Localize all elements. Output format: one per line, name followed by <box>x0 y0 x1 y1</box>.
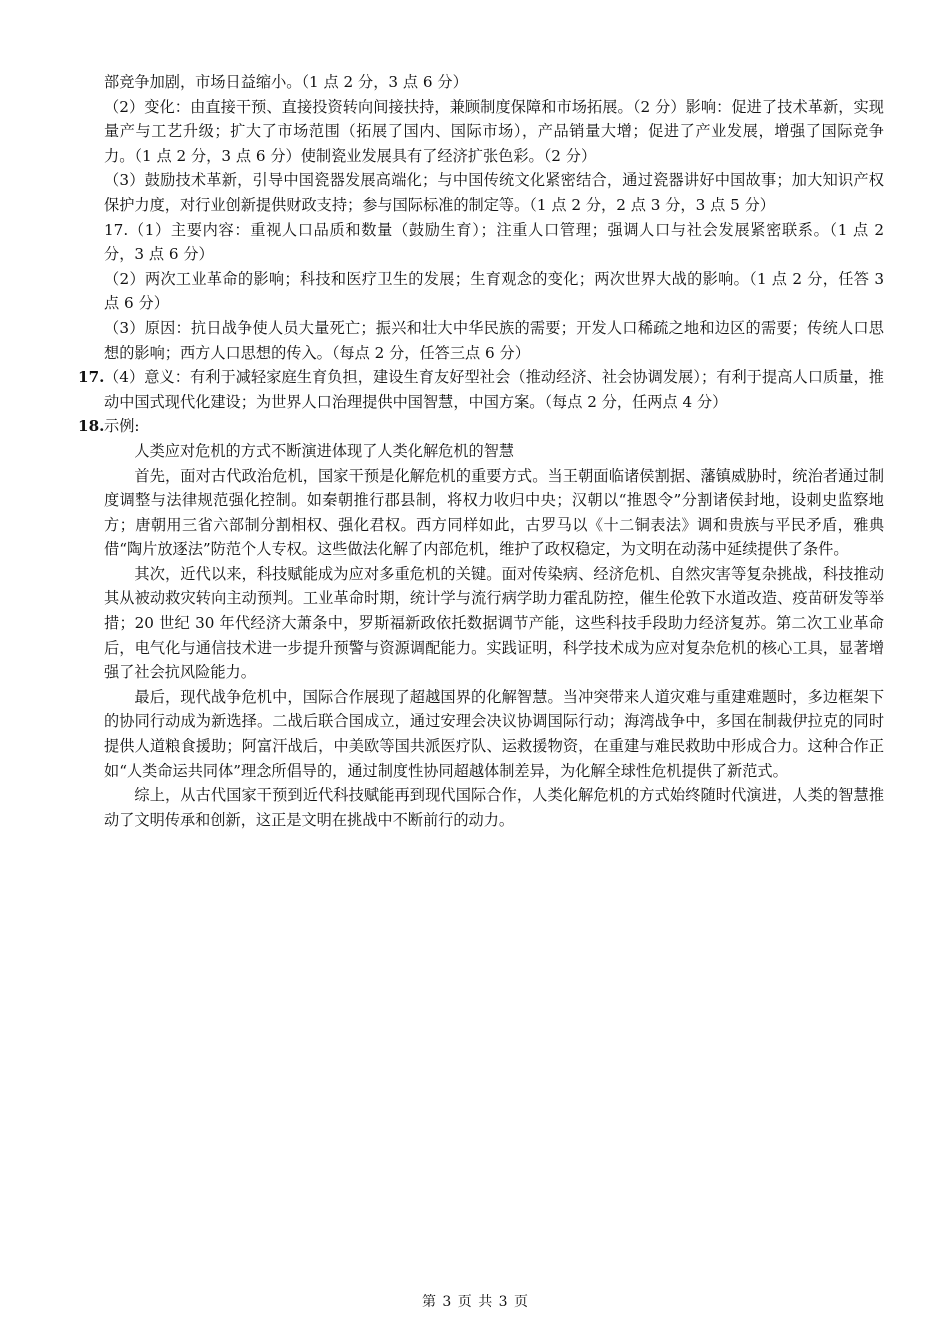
paragraph-17-4 <box>78 365 884 414</box>
paragraph-18-intro <box>78 414 884 439</box>
footer-word: 页 <box>514 1294 529 1310</box>
paragraph-16-1-tail: 部竞争加剧，市场日益缩小。（1 点 2 分，3 点 6 分） <box>104 73 468 91</box>
essay-title: 人类应对危机的方式不断演进体现了人类化解危机的智慧 <box>134 441 515 460</box>
essay-paragraph-1: 首先，面对古代政治危机，国家干预是化解危机的重要方式。当王朝面临诸侯割据、藩镇威胁时，统治者通过制度调整与法律规范强化控制。如秦朝推行郡县制，将权力收归中央；汉朝以“推恩令”分割诸侯封地，设刺史监察地方；唐朝用三省六部制分割相权、强化君权。西方同样如此，古罗马以《十二铜表法》调和贵族与平民矛盾，雅典借“陶片放逐法”防范个人专权。这些做法化解了内部危机，维护了政权稳定，为文明在动荡中延续提供了条件。 <box>104 466 884 559</box>
question-number: 17. <box>78 368 105 387</box>
footer-page-number: 3 <box>442 1294 452 1310</box>
essay-paragraph-2: 其次，近代以来，科技赋能成为应对多重危机的关键。面对传染病、经济危机、自然灾害等复杂挑战，科技推动其从被动救灾转向主动预判。工业革命时期，统计学与流行病学助力霍乱防控，催生伦敦下水道改造、疫苗研发等举措；20 世纪 30 年代经济大萧条中，罗斯福新政依托数据调节产能，这些科技手段助力经济复苏。第二次工业革命后，电气化与通信技术进一步提升预警与资源调配能力。实践证明，科学技术成为应对复杂危机的核心工具，显著增强了社会抗风险能力。 <box>104 564 884 682</box>
essay-paragraph-3: 最后，现代战争危机中，国际合作展现了超越国界的化解智慧。当冲突带来人道灾难与重建难题时，多边框架下的协同行动成为新选择。二战后联合国成立，通过安理会决议协调国际行动；海湾战争中，多国在制裁伊拉克的同时提供人道粮食援助；阿富汗战后，中美欧等国共派医疗队、运救援物资，在重建与难民救助中形成合力。这种合作正如“人类命运共同体”理念所倡导的，通过制度性协同超越体制差异，为化解全球性危机提供了新范式。 <box>104 687 884 780</box>
footer-page-total: 3 <box>498 1294 508 1310</box>
paragraph-17-2: （2）两次工业革命的影响；科技和医疗卫生的发展；生育观念的变化；两次世界大战的影响。（1 点 2 分，任答 3 点 6 分） <box>104 269 884 313</box>
paragraph-16-3: （3）鼓励技术革新，引导中国瓷器发展高端化；与中国传统文化紧密结合，通过瓷器讲好中国故事；加大知识产权保护力度，对行业创新提供财政支持；参与国际标准的制定等。（1 点 2 分，2 点 3 分，3 点 5 分） <box>104 171 884 214</box>
footer-word: 共 <box>478 1294 493 1310</box>
paragraph-16-2: （2）变化：由直接干预、直接投资转向间接扶持，兼顾制度保障和市场拓展。（2 分）影响：促进了技术革新，实现量产与工艺升级；扩大了市场范围（拓展了国内、国际市场），产品销量大增；促进了产业发展，增强了国际竞争力。（1 点 2 分，3 点 6 分）使制瓷业发展具有了经济扩张色彩。（2 分） <box>104 97 884 165</box>
paragraph-text: 示例: <box>104 417 140 436</box>
paragraph-text: （4）意义：有利于减轻家庭生育负担，建设生育友好型社会（推动经济、社会协调发展）；有利于提高人口质量，推动中国式现代化建设；为世界人口治理提供中国智慧，中国方案。（每点 2 分，任两点 4 分） <box>104 368 884 411</box>
page-footer <box>0 1291 950 1311</box>
question-number: 18. <box>78 417 105 436</box>
paragraph-17-3: （3）原因：抗日战争使人员大量死亡；振兴和壮大中华民族的需要；开发人口稀疏之地和边区的需要；传统人口思想的影响；西方人口思想的传入。（每点 2 分，任答三点 6 分） <box>104 318 884 362</box>
document-body <box>78 70 884 832</box>
footer-word: 页 <box>457 1294 472 1310</box>
footer-word: 第 <box>421 1294 436 1310</box>
essay-paragraph-4: 综上，从古代国家干预到近代科技赋能再到现代国际合作，人类化解危机的方式始终随时代演进，人类的智慧推动了文明传承和创新，这正是文明在挑战中不断前行的动力。 <box>104 786 884 829</box>
paragraph-17-1: 17.（1）主要内容：重视人口品质和数量（鼓励生育）；注重人口管理；强调人口与社会发展紧密联系。（1 点 2 分，3 点 6 分） <box>104 220 884 264</box>
